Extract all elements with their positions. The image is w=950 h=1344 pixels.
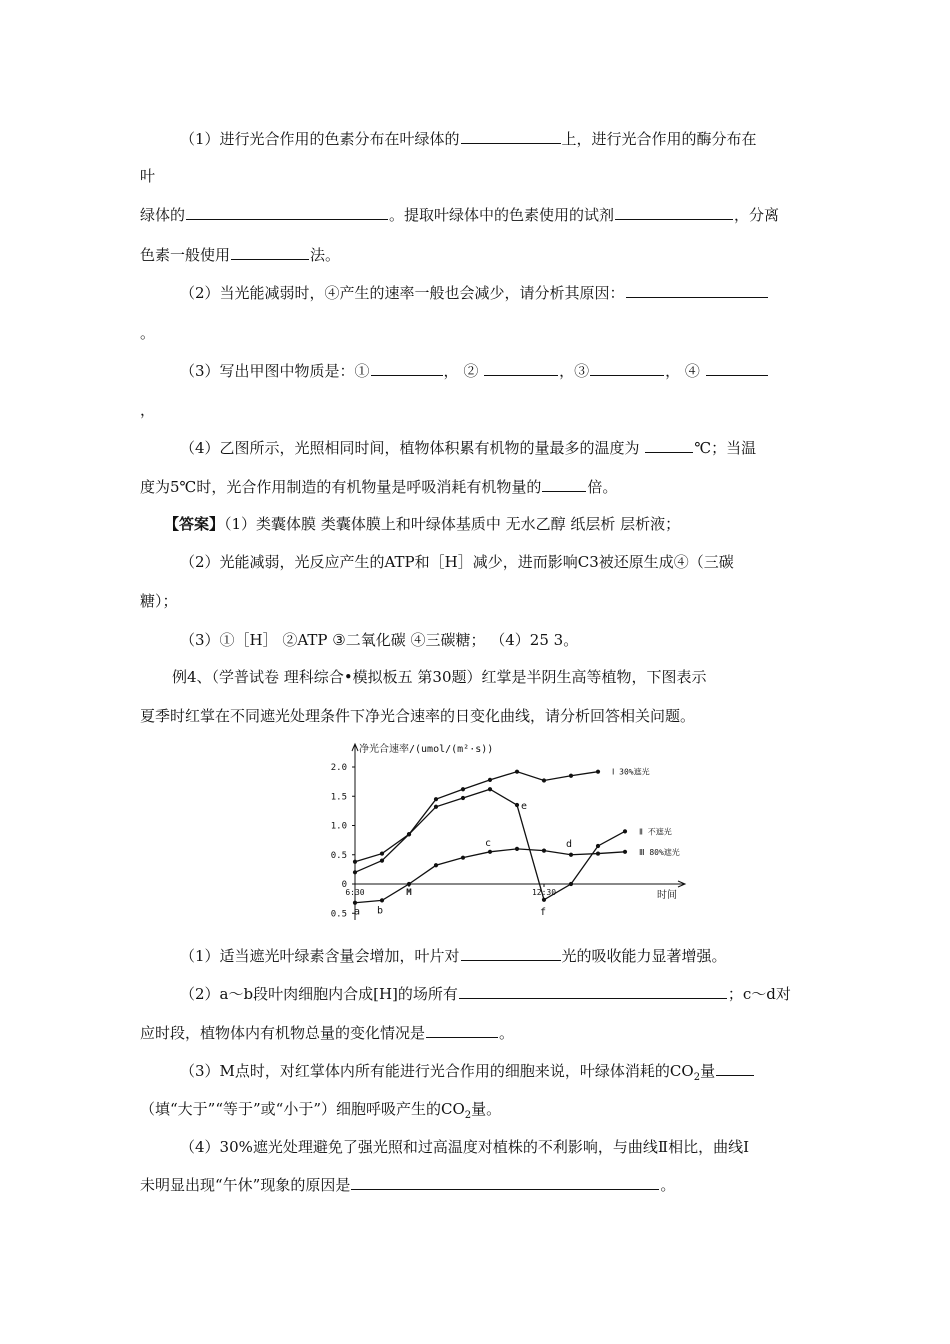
s3-line1 xyxy=(180,1061,755,1088)
q4-text-d: 倍。 xyxy=(587,478,618,496)
q2-text-a: （2）当光能减弱时，④产生的速率一般也会减少，请分析其原因： xyxy=(180,284,625,302)
y-tick-label: 0.5 xyxy=(330,850,347,861)
x-tick-label: M xyxy=(406,888,412,898)
q2-line2 xyxy=(140,323,155,343)
s1-line xyxy=(180,946,727,966)
answer-line3 xyxy=(140,591,178,611)
q3-blank-4[interactable] xyxy=(706,361,768,376)
ex4-text-b: 夏季时红掌在不同遮光处理条件下净光合速率的日变化曲线，请分析回答相关问题。 xyxy=(140,707,696,725)
answer-line4 xyxy=(180,630,578,650)
q3-text-e: ， xyxy=(140,401,156,419)
y-tick-label: 0.5 xyxy=(330,909,347,920)
s1-text-a: （1）适当遮光叶绿素含量会增加，叶片对 xyxy=(180,947,460,965)
q1-text-a: （1）进行光合作用的色素分布在叶绿体的 xyxy=(180,130,460,148)
q3-line2 xyxy=(140,400,155,420)
q1-text-h: 法。 xyxy=(310,246,341,264)
data-point xyxy=(461,796,465,800)
q1-text-e: 。提取叶绿体中的色素使用的试剂 xyxy=(389,206,615,224)
s3-text-c: （填“大于”“等于”或“小于”）细胞呼吸产生的CO xyxy=(140,1100,465,1118)
data-point xyxy=(542,778,546,782)
q3-blank-1[interactable] xyxy=(371,361,443,376)
s4-line1 xyxy=(180,1137,749,1157)
data-point xyxy=(515,770,519,774)
answer-text-d: （3）①［H］ ②ATP ③二氧化碳 ④三碳糖； （4）25 3。 xyxy=(180,631,579,649)
data-point xyxy=(407,882,411,886)
data-point xyxy=(434,797,438,801)
data-point xyxy=(569,882,573,886)
point-label: c xyxy=(484,837,492,849)
q3-line1 xyxy=(180,361,769,381)
data-point xyxy=(380,898,384,902)
q3-blank-3[interactable] xyxy=(590,361,664,376)
s4-text-b: 未明显出现“午休”现象的原因是 xyxy=(140,1176,351,1194)
q3-text-c: ，③ xyxy=(559,362,590,380)
data-point xyxy=(407,832,411,836)
q3-text-a: （3）写出甲图中物质是：① xyxy=(180,362,370,380)
data-point xyxy=(380,851,384,855)
q4-blank-2[interactable] xyxy=(542,477,586,492)
y-tick-label: 2.0 xyxy=(330,763,347,773)
data-point xyxy=(569,774,573,778)
legend-label: Ⅲ 80%遮光 xyxy=(639,847,680,857)
legend-label: Ⅱ 不遮光 xyxy=(639,827,672,837)
s2-text-a: （2）a～b段叶肉细胞内合成[H]的场所有 xyxy=(180,985,458,1003)
data-point xyxy=(623,850,627,854)
s3-line2 xyxy=(140,1099,501,1126)
ex4-text-a: 例4、（学普试卷 理科综合•模拟板五 第30题）红掌是半阴生高等植物，下图表示 xyxy=(172,668,707,686)
series-line xyxy=(355,772,598,873)
y-tick-label: 0 xyxy=(341,880,347,890)
q1-line3 xyxy=(140,205,779,225)
data-point xyxy=(596,770,600,774)
q1-text-g: 色素一般使用 xyxy=(140,246,231,264)
q1-text-b: 上，进行光合作用的酶分布在 xyxy=(561,130,757,148)
s3-text-d: 量。 xyxy=(471,1100,502,1118)
data-point xyxy=(461,856,465,860)
s1-text-b: 光的吸收能力显著增强。 xyxy=(561,947,727,965)
q3-text-d: ， ④ xyxy=(665,362,700,380)
data-point xyxy=(488,778,492,782)
q1-text-c: 叶 xyxy=(140,167,156,185)
s2-blank-2[interactable] xyxy=(426,1023,498,1038)
x-axis-label: 时间 xyxy=(657,890,677,901)
data-point xyxy=(542,898,546,902)
ex4-line2 xyxy=(140,706,695,726)
point-label: f xyxy=(539,906,547,918)
q4-text-b: ℃；当温 xyxy=(694,439,757,457)
point-label: a xyxy=(353,906,361,918)
data-point xyxy=(596,844,600,848)
point-label: d xyxy=(565,838,573,850)
q4-blank-1[interactable] xyxy=(645,438,693,453)
q4-line2 xyxy=(140,477,617,497)
q1-text-d: 绿体的 xyxy=(140,206,186,224)
q3-blank-2[interactable] xyxy=(484,361,558,376)
data-point xyxy=(569,853,573,857)
s4-text-c: 。 xyxy=(660,1176,676,1194)
y-tick-label: 1.0 xyxy=(330,821,347,832)
s3-sub-2: 2 xyxy=(464,1110,472,1121)
q1-blank-2[interactable] xyxy=(186,205,388,220)
s4-blank[interactable] xyxy=(351,1175,659,1190)
data-point xyxy=(542,849,546,853)
s2-blank-1[interactable] xyxy=(459,984,727,999)
s2-line2 xyxy=(140,1023,514,1043)
y-tick-label: 1.5 xyxy=(330,792,347,803)
data-point xyxy=(434,805,438,809)
x-tick-label: 6:30 xyxy=(345,888,365,897)
q2-blank-1[interactable] xyxy=(626,283,768,298)
q2-line1 xyxy=(180,283,769,303)
answer-label: 【答案】 xyxy=(164,515,225,533)
data-point xyxy=(488,850,492,854)
data-point xyxy=(434,863,438,867)
data-point xyxy=(353,860,357,864)
point-label: e xyxy=(520,801,528,813)
q2-text-b: 。 xyxy=(140,324,156,342)
q1-line1 xyxy=(180,129,757,149)
q4-line1 xyxy=(180,438,756,458)
q1-blank-1[interactable] xyxy=(461,129,561,144)
q4-text-a: （4）乙图所示，光照相同时间，植物体积累有机物的量最多的温度为 xyxy=(180,439,640,457)
data-point xyxy=(353,870,357,874)
s3-text-a: （3）M点时，对红掌体内所有能进行光合作用的细胞来说，叶绿体消耗的CO xyxy=(180,1062,694,1080)
ex4-line1 xyxy=(172,667,707,687)
x-tick-label: 12:30 xyxy=(531,888,557,897)
s4-text-a: （4）30%遮光处理避免了强光照和过高温度对植株的不利影响，与曲线Ⅱ相比，曲线Ⅰ xyxy=(180,1138,750,1156)
s2-text-d: 。 xyxy=(499,1024,515,1042)
data-point xyxy=(380,859,384,863)
series-line xyxy=(355,849,625,903)
q1-line2 xyxy=(140,166,155,186)
data-point xyxy=(353,901,357,905)
y-axis-label: 净光合速率/(umol/(m²·s)) xyxy=(359,744,494,755)
q3-text-b: ， ② xyxy=(443,362,479,380)
q1-blank-3[interactable] xyxy=(615,205,733,220)
s2-text-b: ；c～d对 xyxy=(727,985,791,1003)
answer-text-a: （1）类囊体膜 类囊体膜上和叶绿体基质中 无水乙醇 纸层析 层析液； xyxy=(224,515,681,533)
q1-line4 xyxy=(140,245,340,265)
data-point xyxy=(596,851,600,855)
data-point xyxy=(515,847,519,851)
answer-text-c: 糖）； xyxy=(140,592,178,610)
answer-line2 xyxy=(180,552,734,572)
data-point xyxy=(461,787,465,791)
data-point xyxy=(488,787,492,791)
point-label: b xyxy=(376,905,384,917)
q4-text-c: 度为5℃时，光合作用制造的有机物量是呼吸消耗有机物量的 xyxy=(140,478,542,496)
answer-line1 xyxy=(164,514,680,534)
chart-labels xyxy=(331,742,680,919)
s3-sub-1: 2 xyxy=(693,1072,701,1083)
net-photosynthesis-chart xyxy=(310,738,700,926)
s2-line1 xyxy=(180,984,791,1004)
answer-text-b: （2）光能减弱，光反应产生的ATP和［H］减少，进而影响C3被还原生成④（三碳 xyxy=(180,553,734,571)
q1-blank-4[interactable] xyxy=(231,245,309,260)
s3-text-b: 量 xyxy=(700,1062,716,1080)
s4-line2 xyxy=(140,1175,675,1195)
q1-text-f: ，分离 xyxy=(734,206,780,224)
s3-blank[interactable] xyxy=(716,1061,754,1076)
s1-blank[interactable] xyxy=(461,946,561,961)
legend-label: Ⅰ 30%遮光 xyxy=(612,767,650,777)
data-point xyxy=(515,803,519,807)
s2-text-c: 应时段，植物体内有机物总量的变化情况是 xyxy=(140,1024,426,1042)
data-point xyxy=(623,829,627,833)
